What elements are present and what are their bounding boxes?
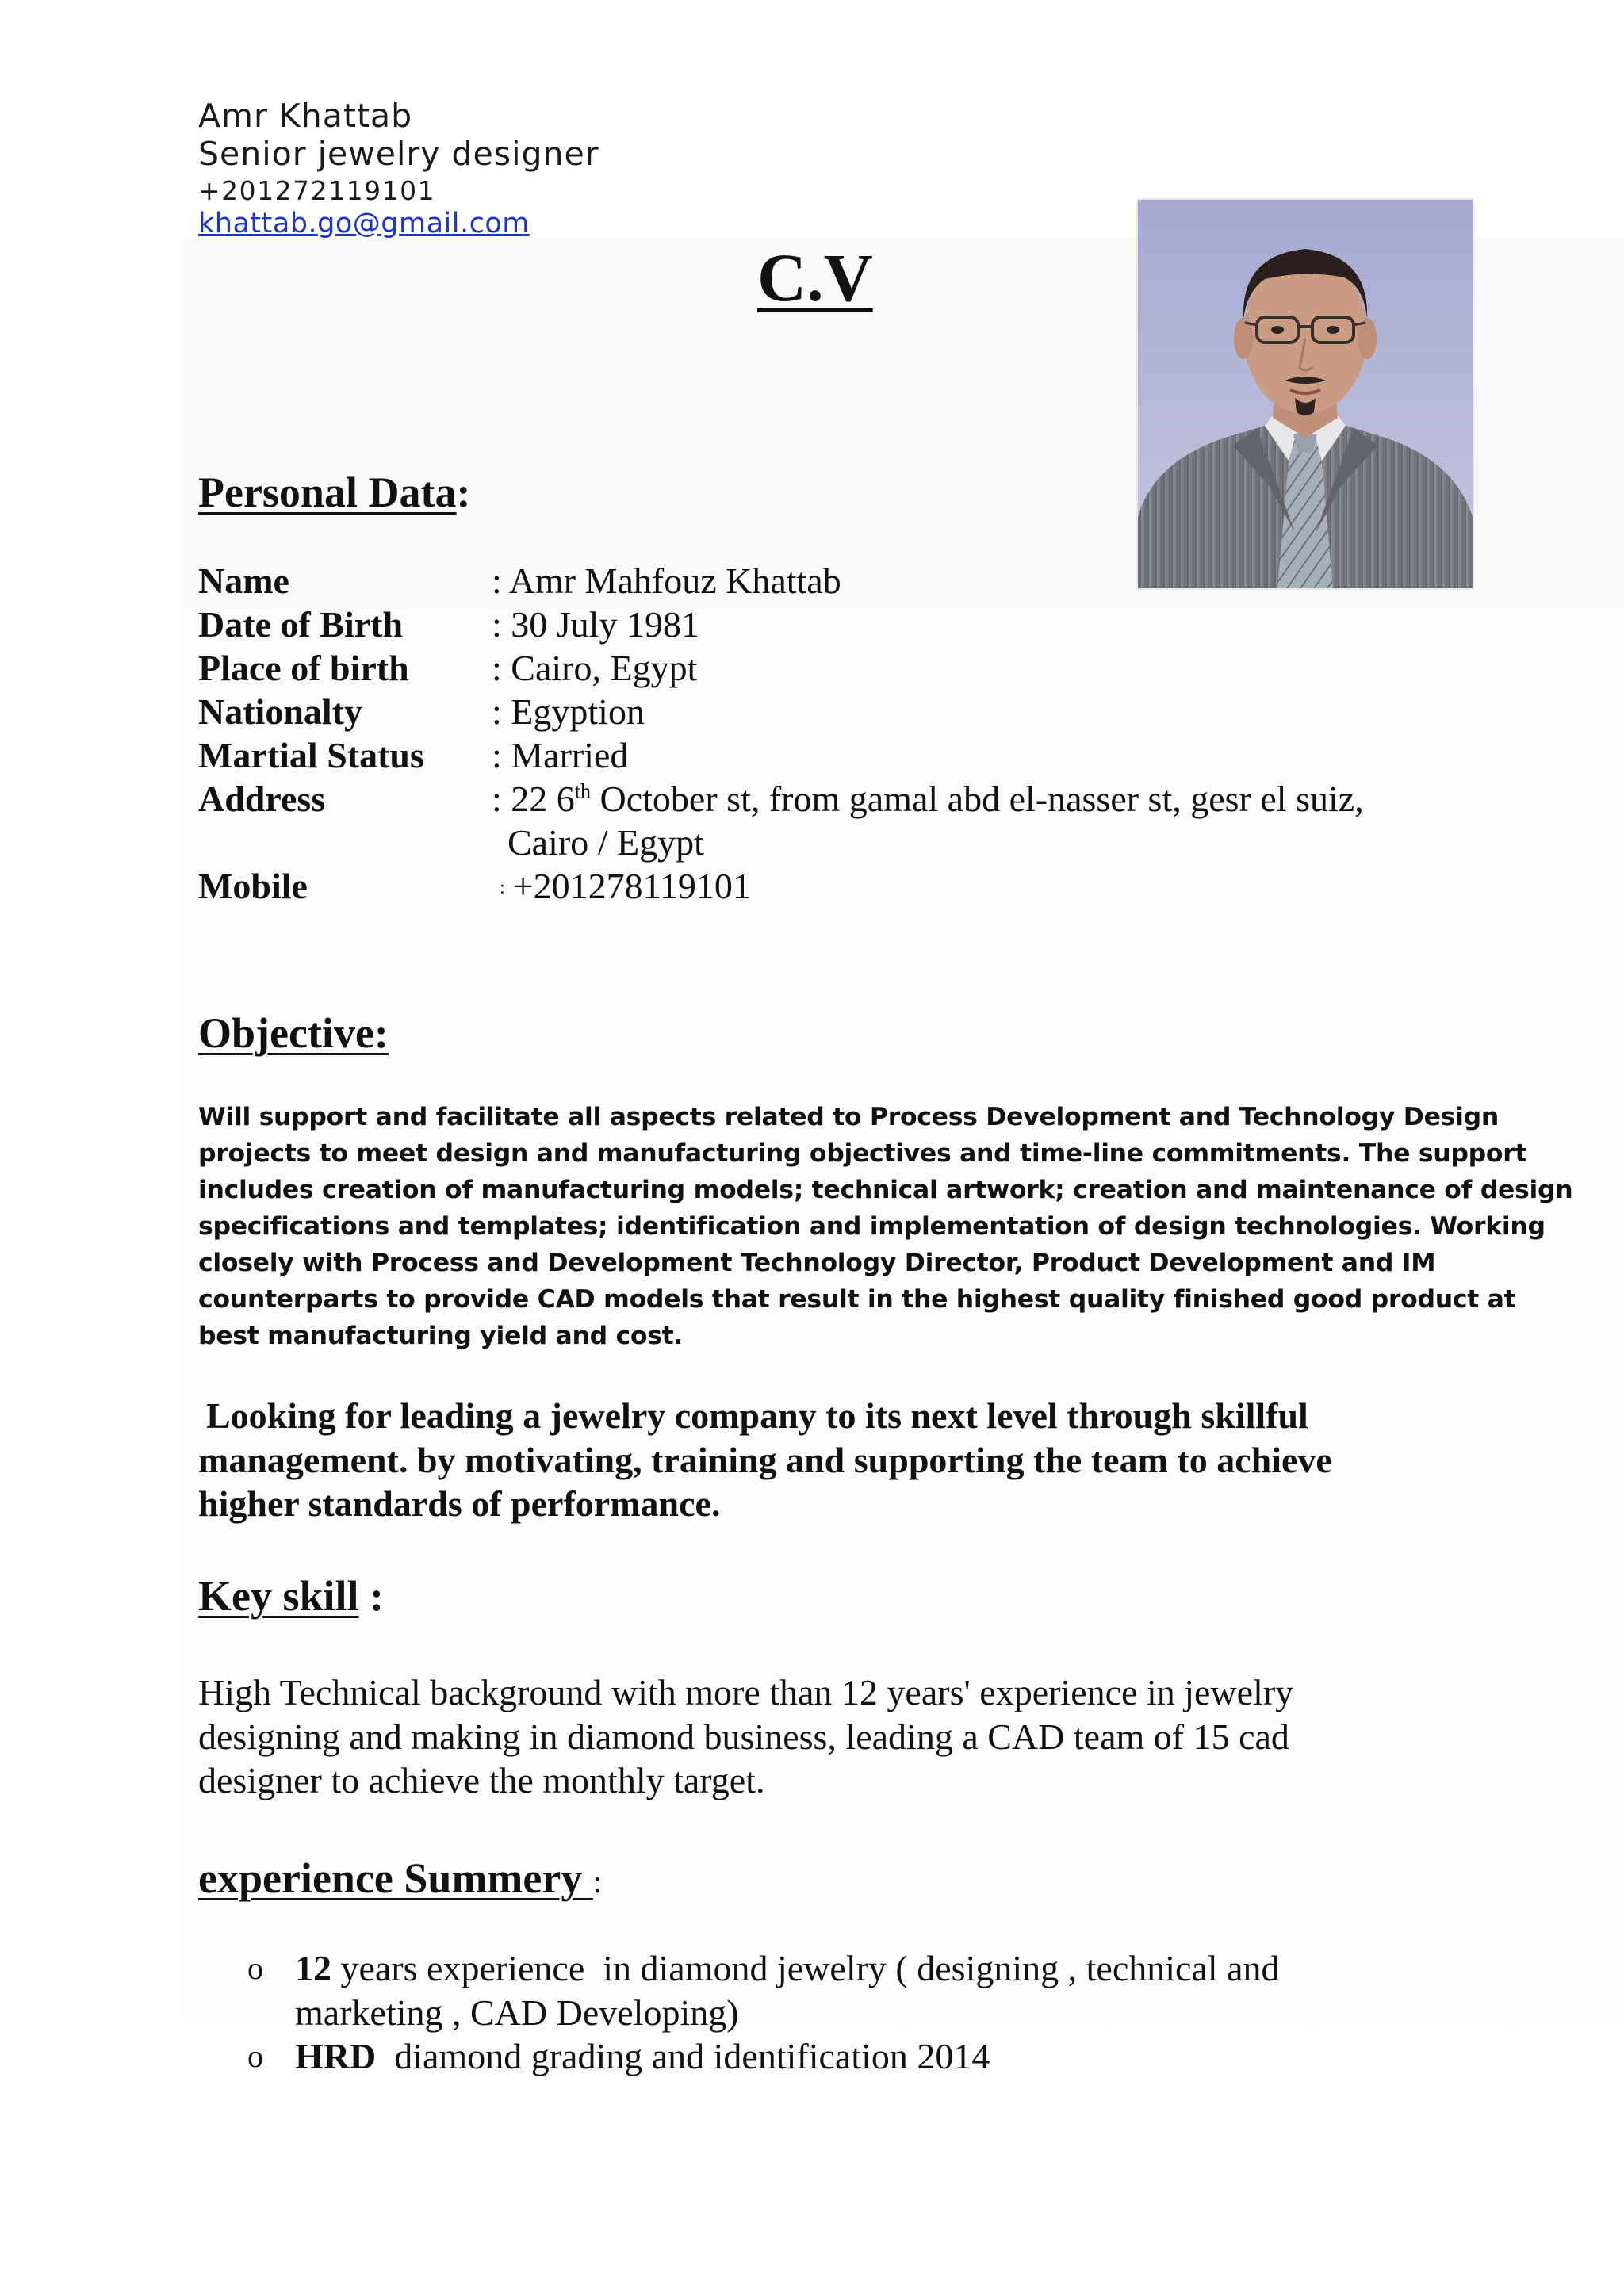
experience-item-line (295, 2034, 1451, 2079)
key-skill-heading (198, 1571, 384, 1621)
page-title: C.V (757, 239, 873, 316)
experience-item-text: diamond grading and identification 2014 (376, 2036, 990, 2076)
portrait-illustration (1138, 200, 1473, 588)
field-label: Date of Birth (198, 604, 404, 645)
objective-line: specifications and templates; identification and implementation of design technologies. Working (198, 1212, 1545, 1241)
header-name: Amr Khattab (198, 97, 413, 135)
personal-data-heading-colon: : (456, 469, 471, 516)
mobile-colon: : (500, 878, 505, 898)
header-phone: +201272119101 (198, 175, 436, 206)
mobile-value (500, 865, 751, 907)
objective-line: includes creation of manufacturing models; technical artwork; creation and maintenance of design (198, 1176, 1573, 1204)
header-email-link[interactable]: khattab.go@gmail.com (198, 208, 530, 239)
field-value: : Amr Mahfouz Khattab (492, 561, 841, 601)
list-item (198, 1946, 1451, 2034)
career-goal-line: Looking for leading a jewelry company to its next level through skillful (206, 1395, 1308, 1436)
address-ordinal: th (574, 779, 592, 803)
career-goal-line: management. by motivating, training and supporting the team to achieve (198, 1439, 1332, 1480)
key-skill-line: designing and making in diamond business, leading a CAD team of 15 cad (198, 1716, 1289, 1757)
experience-item-text: years experience in diamond jewelry ( designing , technical and (331, 1948, 1280, 1988)
key-skill-heading-text: Key skill (198, 1572, 359, 1620)
field-value: : Married (492, 735, 629, 775)
address-line-2: Cairo / Egypt (508, 822, 704, 863)
address-value (492, 778, 1364, 820)
objective-line: Will support and facilitate all aspects related to Process Development and Technology Design (198, 1103, 1499, 1131)
experience-heading-text: experience Summery (198, 1854, 593, 1902)
list-item (198, 2034, 1451, 2079)
objective-line: counterparts to provide CAD models that result in the highest quality finished good product at (198, 1285, 1516, 1314)
key-skill-line: High Technical background with more than 12 years' experience in jewelry (198, 1672, 1294, 1712)
career-goal-line: higher standards of performance. (198, 1483, 721, 1524)
objective-line: closely with Process and Development Technology Director, Product Development and IM (198, 1249, 1436, 1277)
address-prefix: : 22 6 (492, 779, 575, 819)
experience-heading (198, 1854, 602, 1903)
objective-heading-text: Objective: (198, 1009, 389, 1057)
objective-line: best manufacturing yield and cost. (198, 1322, 684, 1350)
experience-item-bold: 12 (295, 1948, 331, 1988)
bullet-icon: o (247, 1950, 263, 1986)
objective-heading (198, 1008, 389, 1058)
key-skill-heading-colon: : (358, 1572, 385, 1620)
header-role: Senior jewelry designer (198, 135, 599, 173)
experience-list (198, 1946, 1451, 2079)
address-rest: October st, from gamal abd el-nasser st, gesr el suiz, (591, 779, 1364, 819)
mobile-number: +201278119101 (512, 866, 751, 906)
mobile-label: Mobile (198, 866, 308, 906)
field-label: Nationalty (198, 691, 362, 732)
address-label: Address (198, 779, 326, 819)
field-value: : 30 July 1981 (492, 604, 699, 645)
field-value: : Cairo, Egypt (492, 648, 698, 688)
objective-line: projects to meet design and manufacturing objectives and time-line commitments. The support (198, 1139, 1527, 1168)
personal-data-heading-text: Personal Data (198, 469, 457, 516)
field-label: Place of birth (198, 648, 409, 688)
field-label: Martial Status (198, 735, 424, 775)
career-goal-paragraph (198, 1394, 1451, 1526)
objective-paragraph (198, 1099, 1573, 1354)
experience-item-line-2: marketing , CAD Developing) (295, 1992, 739, 2033)
experience-heading-colon: : (592, 1864, 602, 1900)
experience-item-line (295, 1946, 1451, 1991)
field-label: Name (198, 561, 289, 601)
field-value: : Egyption (492, 691, 645, 732)
key-skill-paragraph (198, 1670, 1451, 1803)
profile-photo (1138, 200, 1473, 588)
bullet-icon: o (247, 2038, 263, 2074)
key-skill-line: designer to achieve the monthly target. (198, 1760, 765, 1800)
personal-data-heading (198, 468, 470, 517)
experience-item-bold: HRD (295, 2036, 377, 2076)
